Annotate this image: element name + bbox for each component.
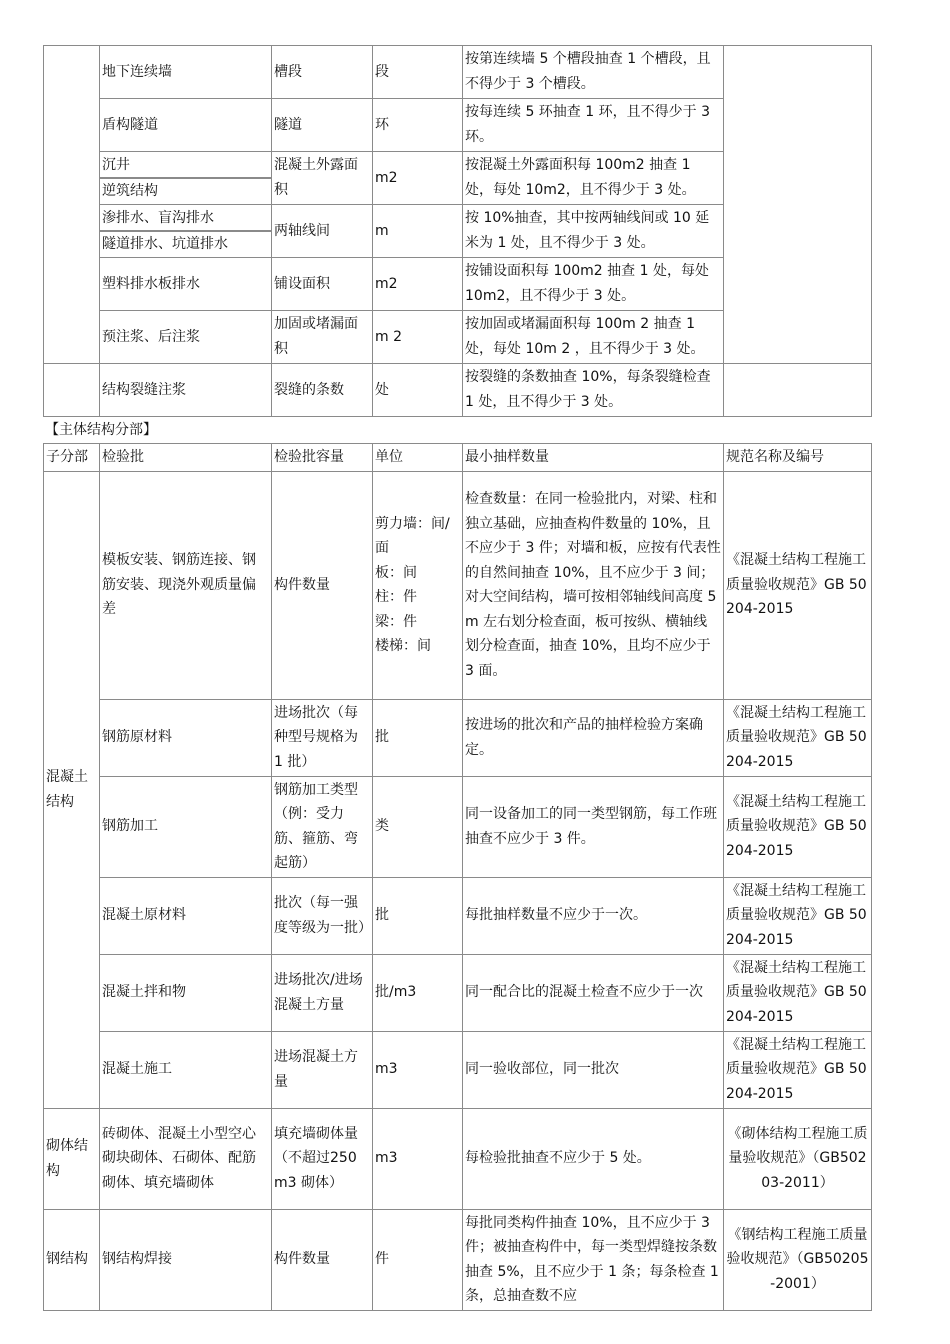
table-row: [44, 46, 872, 99]
batch-cell: 钢筋原材料: [100, 699, 272, 776]
batch-cell: 钢筋加工: [100, 776, 272, 877]
header-spec: 规范名称及编号: [724, 444, 872, 472]
batch-cell: 结构裂缝注浆: [100, 364, 272, 417]
batch-cell: 盾构隧道: [100, 99, 272, 152]
unit-cell: m2: [373, 258, 463, 311]
batch-label: 逆筑结构: [100, 177, 271, 203]
batch-cell: [100, 152, 272, 205]
batch-label: 沉井: [102, 157, 130, 173]
header-unit: 单位: [373, 444, 463, 472]
table-row: [44, 954, 872, 1031]
capacity-cell: 混凝土外露面积: [272, 152, 373, 205]
spec-cell: 《混凝土结构工程施工质量验收规范》GB 50204-2015: [724, 776, 872, 877]
table-row: [44, 776, 872, 877]
sub-division-cell: 混凝土结构: [44, 471, 100, 1108]
table-row: [44, 1031, 872, 1108]
unit-cell: 环: [373, 99, 463, 152]
table-row: [44, 699, 872, 776]
spec-cell: [724, 364, 872, 417]
unit-cell: 剪力墙：间/面 板：间 柱：件 梁：件 楼梯：间: [373, 471, 463, 699]
sample-cell: 按进场的批次和产品的抽样检验方案确定。: [463, 699, 724, 776]
spec-cell: 《混凝土结构工程施工质量验收规范》GB 50204-2015: [724, 954, 872, 1031]
underground-table: [43, 45, 872, 417]
capacity-cell: 裂缝的条数: [272, 364, 373, 417]
table-row: [44, 1108, 872, 1209]
unit-cell: 类: [373, 776, 463, 877]
sample-cell: 同一配合比的混凝土检查不应少于一次: [463, 954, 724, 1031]
sample-cell: 检查数量：在同一检验批内，对梁、柱和独立基础，应抽查构件数量的 10%，且不应少于 3 件；对墙和板，应按有代表性的自然间抽查 10%，且不应少于 3 间；对大空间结构，墙可按相邻轴线间高度 5m 左右划分检查面，板可按纵、横轴线划分检查面，抽查 10%，且均不应少于 3 面。: [463, 471, 724, 699]
batch-cell: 塑料排水板排水: [100, 258, 272, 311]
sub-division-cell: [44, 46, 100, 364]
capacity-cell: 进场混凝土方量: [272, 1031, 373, 1108]
sample-cell: 按混凝土外露面积每 100m2 抽查 1 处，每处 10m2，且不得少于 3 处。: [463, 152, 724, 205]
unit-cell: m2: [373, 152, 463, 205]
spec-cell: 《混凝土结构工程施工质量验收规范》GB 50204-2015: [724, 877, 872, 954]
sample-cell: 按加固或堵漏面积每 100m 2 抽查 1 处，每处 10m 2 ，且不得少于 3 处。: [463, 311, 724, 364]
sample-cell: 每批同类构件抽查 10%，且不应少于 3 件；被抽查构件中，每一类型焊缝按条数抽查 5%，且不应少于 1 条；每条检查 1 条，总抽查数不应: [463, 1209, 724, 1310]
capacity-cell: 进场批次（每种型号规格为 1 批）: [272, 699, 373, 776]
document-page: [43, 45, 871, 1311]
header-batch: 检验批: [100, 444, 272, 472]
sample-cell: 同一设备加工的同一类型钢筋，每工作班抽查不应少于 3 件。: [463, 776, 724, 877]
capacity-cell: 批次（每一强度等级为一批）: [272, 877, 373, 954]
table-row: [44, 471, 872, 699]
unit-cell: m: [373, 205, 463, 258]
sample-cell: 按每连续 5 环抽查 1 环，且不得少于 3 环。: [463, 99, 724, 152]
capacity-cell: 钢筋加工类型（例：受力筋、箍筋、弯起筋）: [272, 776, 373, 877]
table-row: [44, 877, 872, 954]
batch-label: 渗排水、盲沟排水: [102, 210, 214, 226]
spec-cell: 《砌体结构工程施工质量验收规范》（GB50203-2011）: [724, 1108, 872, 1209]
unit-cell: m3: [373, 1108, 463, 1209]
batch-cell: 砖砌体、混凝土小型空心砌块砌体、石砌体、配筋砌体、填充墙砌体: [100, 1108, 272, 1209]
capacity-cell: 隧道: [272, 99, 373, 152]
capacity-cell: 构件数量: [272, 1209, 373, 1310]
sample-cell: 每批抽样数量不应少于一次。: [463, 877, 724, 954]
capacity-cell: 加固或堵漏面积: [272, 311, 373, 364]
capacity-cell: 构件数量: [272, 471, 373, 699]
batch-cell: 钢结构焊接: [100, 1209, 272, 1310]
batch-cell: 混凝土拌和物: [100, 954, 272, 1031]
header-sub-division: 子分部: [44, 444, 100, 472]
unit-cell: 批/m3: [373, 954, 463, 1031]
spec-cell: 《混凝土结构工程施工质量验收规范》GB 50204-2015: [724, 1031, 872, 1108]
header-capacity: 检验批容量: [272, 444, 373, 472]
table-row: [44, 1209, 872, 1310]
spec-cell: 《混凝土结构工程施工质量验收规范》GB 50204-2015: [724, 699, 872, 776]
sample-cell: 同一验收部位，同一批次: [463, 1031, 724, 1108]
batch-cell: 预注浆、后注浆: [100, 311, 272, 364]
batch-cell: [100, 205, 272, 258]
batch-cell: 模板安装、钢筋连接、钢筋安装、现浇外观质量偏差: [100, 471, 272, 699]
section-title: 【主体结构分部】: [45, 422, 157, 438]
capacity-cell: 填充墙砌体量（不超过250m3 砌体）: [272, 1108, 373, 1209]
table-header-row: [44, 444, 872, 472]
sample-cell: 按裂缝的条数抽查 10%，每条裂缝检查 1 处，且不得少于 3 处。: [463, 364, 724, 417]
table-row: [44, 364, 872, 417]
main-structure-table: [43, 443, 872, 1311]
spec-cell: [724, 46, 872, 364]
batch-cell: 混凝土施工: [100, 1031, 272, 1108]
unit-cell: 段: [373, 46, 463, 99]
sample-cell: 按第连续墙 5 个槽段抽查 1 个槽段，且不得少于 3 个槽段。: [463, 46, 724, 99]
unit-cell: m 2: [373, 311, 463, 364]
batch-cell: 混凝土原材料: [100, 877, 272, 954]
sample-cell: 每检验批抽查不应少于 5 处。: [463, 1108, 724, 1209]
sample-cell: 按 10%抽查，其中按两轴线间或 10 延米为 1 处，且不得少于 3 处。: [463, 205, 724, 258]
capacity-cell: 槽段: [272, 46, 373, 99]
header-sample: 最小抽样数量: [463, 444, 724, 472]
sub-division-cell: 钢结构: [44, 1209, 100, 1310]
sub-division-cell: [44, 364, 100, 417]
sample-cell: 按铺设面积每 100m2 抽查 1 处，每处 10m2，且不得少于 3 处。: [463, 258, 724, 311]
unit-cell: 处: [373, 364, 463, 417]
capacity-cell: 进场批次/进场混凝土方量: [272, 954, 373, 1031]
sub-division-cell: 砌体结构: [44, 1108, 100, 1209]
unit-cell: 件: [373, 1209, 463, 1310]
unit-cell: 批: [373, 699, 463, 776]
unit-cell: m3: [373, 1031, 463, 1108]
capacity-cell: 铺设面积: [272, 258, 373, 311]
batch-label: 隧道排水、坑道排水: [100, 230, 271, 256]
capacity-cell: 两轴线间: [272, 205, 373, 258]
spec-cell: 《钢结构工程施工质量验收规范》（GB50205-2001）: [724, 1209, 872, 1310]
unit-cell: 批: [373, 877, 463, 954]
spec-cell: 《混凝土结构工程施工质量验收规范》GB 50204-2015: [724, 471, 872, 699]
batch-cell: 地下连续墙: [100, 46, 272, 99]
